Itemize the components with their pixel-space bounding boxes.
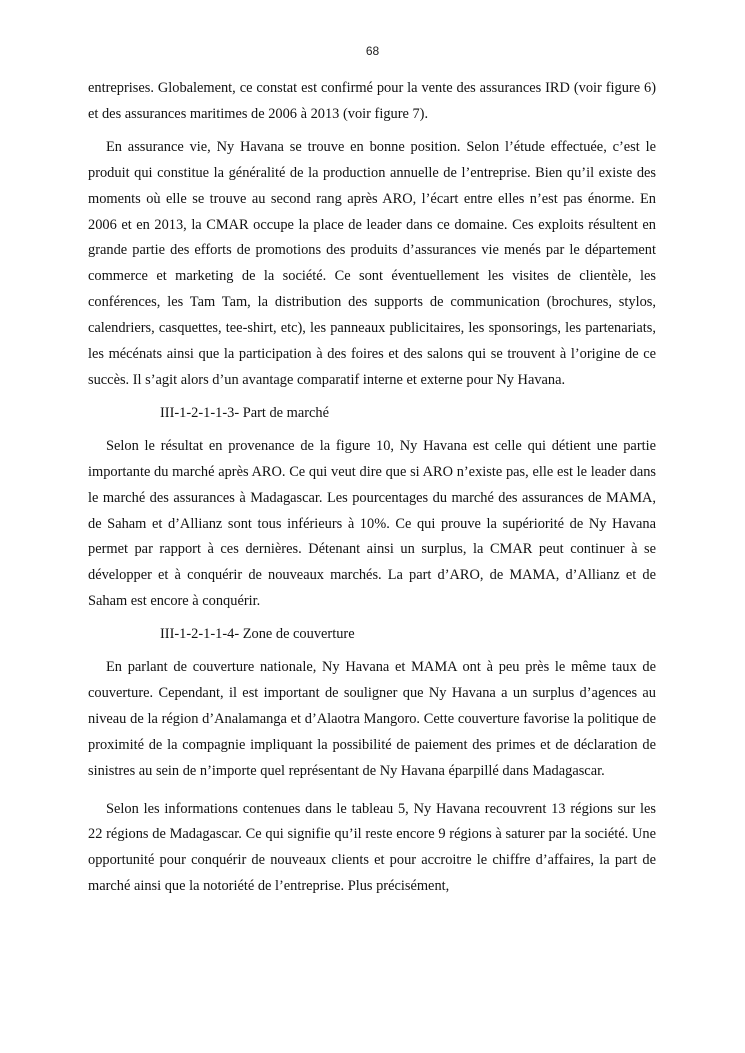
- paragraph-tableau-5: Selon les informations contenues dans le tableau 5, Ny Havana recouvrent 13 régions sur les 22 régions de Madagascar. Ce qui signifie qu’il reste encore 9 régions à saturer par la société. Une opportunité pour conquérir de nouveaux clients et pour accroitre le chiffre d’affaires, la part de marché ainsi que la notoriété de l’entreprise. Plus précisément,: [88, 800, 656, 895]
- paragraph-part-de-marche: Selon le résultat en provenance de la figure 10, Ny Havana est celle qui détient une partie importante du marché après ARO. Ce qui veut dire que si ARO n’existe pas, elle est le leader dans le marché des assurances à Madagascar. Les pourcentages du marché des assurances de MAMA, de Saham et d’Allianz sont tous inférieurs à 10%. Ce qui prouve la supériorité de Ny Havana permet par rapport à ces dernières. Détenant ainsi un surplus, la CMAR peut continuer à se développer et à conquérir de nouveaux marchés. La part d’ARO, de MAMA, d’Allianz et de Saham est encore à conquérir.: [88, 437, 656, 610]
- page-body: [88, 76, 656, 900]
- section-heading-zone-de-couverture: III-1-2-1-1-4- Zone de couverture: [160, 626, 355, 643]
- page-number: 68: [365, 44, 380, 58]
- paragraph-assurance-vie: En assurance vie, Ny Havana se trouve en bonne position. Selon l’étude effectuée, c’est le produit qui constitue la généralité de la production annuelle de l’entreprise. Bien qu’il existe des moments où elle se trouve au second rang après ARO, l’écart entre elles n’est pas énorme. En 2006 et en 2013, la CMAR occupe la place de leader dans ce domaine. Ces exploits résultent en grande partie des efforts de promotions des produits d’assurances vie menés par le département commerce et marketing de la société. Ce sont éventuellement les visites de clientèle, les conférences, les Tam Tam, la distribution des supports de communication (brochures, stylos, calendriers, casquettes, tee-shirt, etc), les panneaux publicitaires, les sponsorings, les partenariats, les mécénats ainsi que la participation à des foires et des salons qui se trouvent à l’origine de ce succès. Il s’agit alors d’un avantage comparatif interne et externe pour Ny Havana.: [88, 138, 656, 388]
- section-heading-part-de-marche: III-1-2-1-1-3- Part de marché: [160, 404, 330, 421]
- paragraph-continuation: entreprises. Globalement, ce constat est confirmé pour la vente des assurances IRD (voir figure 6) et des assurances maritimes de 2006 à 2013 (voir figure 7).: [88, 80, 656, 122]
- paragraph-couverture-nationale: En parlant de couverture nationale, Ny Havana et MAMA ont à peu près le même taux de couverture. Cependant, il est important de souligner que Ny Havana a un surplus d’agences au niveau de la région d’Analamanga et d’Alaotra Mangoro. Cette couverture favorise la politique de proximité de la compagnie impliquant la possibilité de paiement des primes et de déclaration de sinistres au sein de n’importe quel représentant de Ny Havana éparpillé dans Madagascar.: [88, 659, 656, 779]
